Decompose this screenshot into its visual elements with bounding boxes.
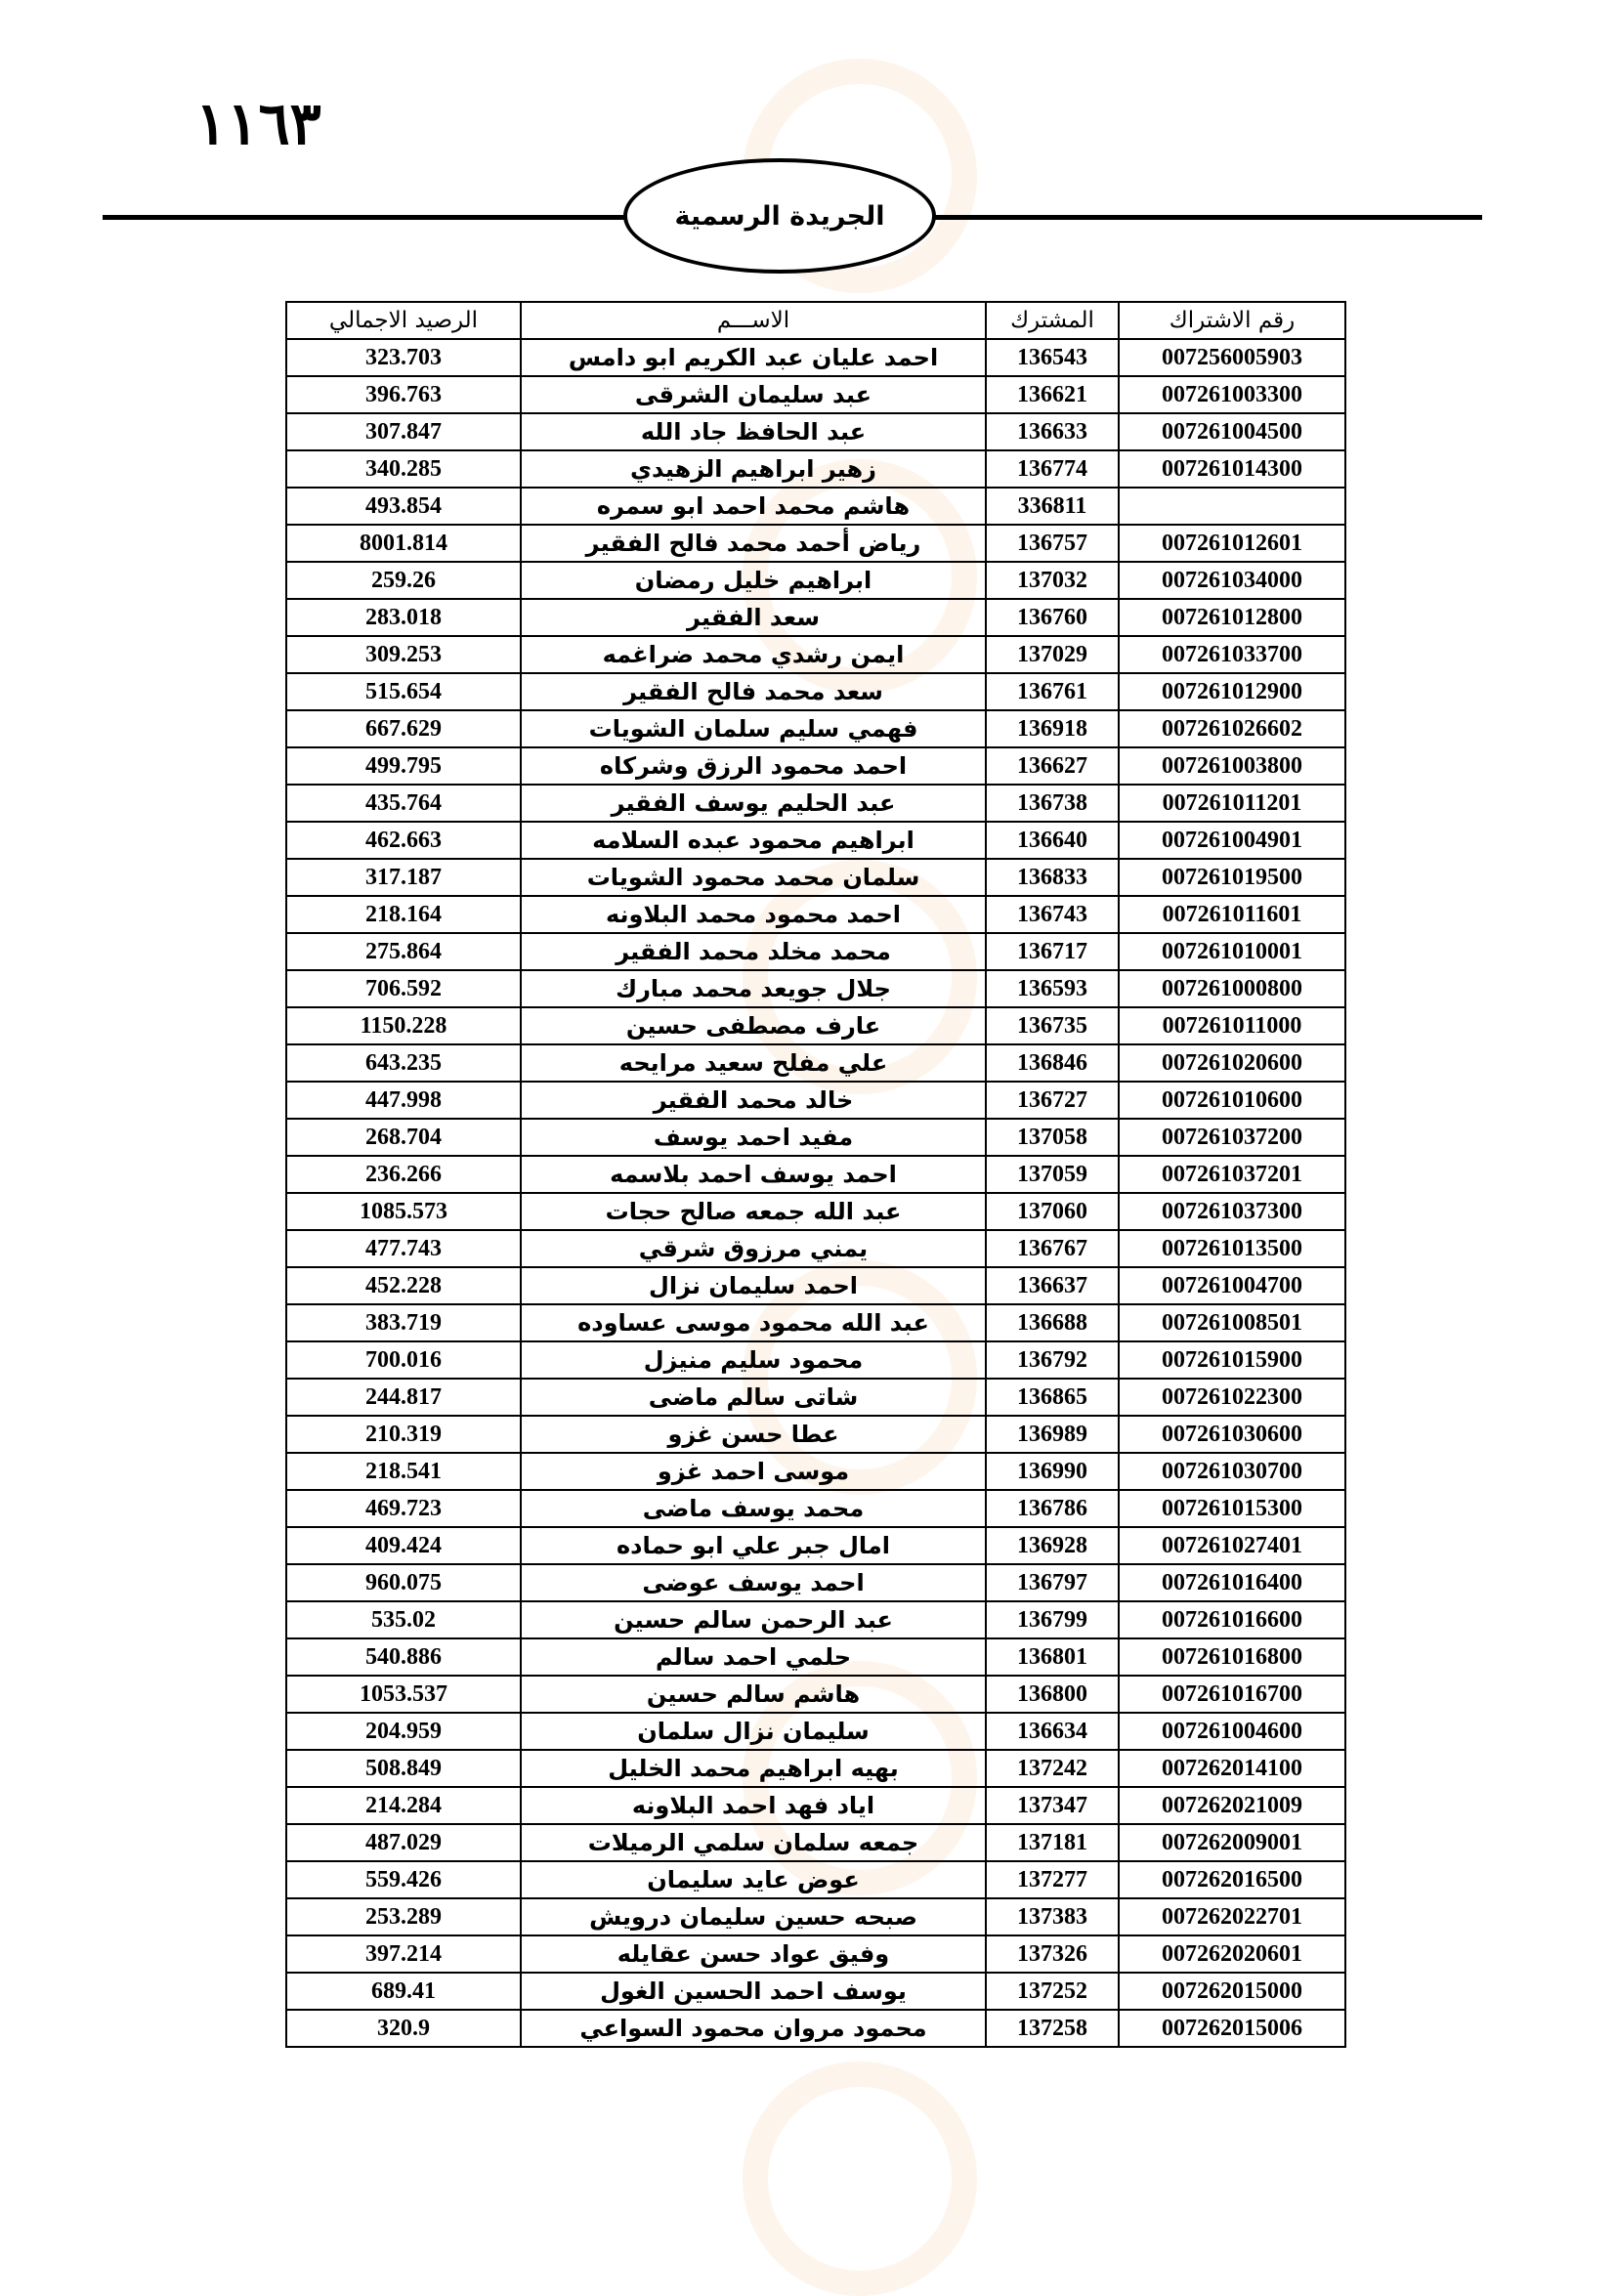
- cell-name: بهيه ابراهيم محمد الخليل: [521, 1750, 986, 1787]
- cell-account: [1119, 488, 1345, 525]
- cell-name: هاشم محمد احمد ابو سمره: [521, 488, 986, 525]
- table-row: [286, 1935, 1345, 1973]
- table-row: [286, 1750, 1345, 1787]
- cell-account: 007261011000: [1119, 1007, 1345, 1044]
- table-row: [286, 1898, 1345, 1935]
- cell-balance: 667.629: [286, 710, 521, 747]
- cell-balance: 218.541: [286, 1453, 521, 1490]
- header-title: الجريدة الرسمية: [674, 200, 885, 232]
- cell-balance: 397.214: [286, 1935, 521, 1973]
- cell-name: محمود سليم منيزل: [521, 1341, 986, 1379]
- cell-subscriber: 136717: [986, 933, 1119, 970]
- cell-balance: 493.854: [286, 488, 521, 525]
- cell-name: عوض عايد سليمان: [521, 1861, 986, 1898]
- cell-subscriber: 136634: [986, 1713, 1119, 1750]
- cell-balance: 447.998: [286, 1082, 521, 1119]
- cell-account: 007261022300: [1119, 1379, 1345, 1416]
- cell-name: عبد الحليم يوسف الفقير: [521, 785, 986, 822]
- table-row: [286, 933, 1345, 970]
- cell-account: 007261016600: [1119, 1601, 1345, 1638]
- cell-name: اياد فهد احمد البلاونه: [521, 1787, 986, 1824]
- cell-account: 007261012800: [1119, 599, 1345, 636]
- cell-balance: 218.164: [286, 896, 521, 933]
- cell-name: عبد الرحمن سالم حسين: [521, 1601, 986, 1638]
- cell-subscriber: 137058: [986, 1119, 1119, 1156]
- cell-name: عبد سليمان الشرقى: [521, 376, 986, 413]
- table-row: [286, 1379, 1345, 1416]
- cell-balance: 396.763: [286, 376, 521, 413]
- cell-balance: 259.26: [286, 562, 521, 599]
- cell-account: 007262014100: [1119, 1750, 1345, 1787]
- cell-account: 007261004700: [1119, 1267, 1345, 1304]
- cell-name: يمني مرزوق شرقي: [521, 1230, 986, 1267]
- cell-name: احمد عليان عبد الكريم ابو دامس: [521, 339, 986, 376]
- cell-subscriber: 137277: [986, 1861, 1119, 1898]
- cell-account: 007261010001: [1119, 933, 1345, 970]
- cell-subscriber: 137032: [986, 562, 1119, 599]
- table-row: [286, 339, 1345, 376]
- cell-name: فهمي سليم سلمان الشويات: [521, 710, 986, 747]
- cell-account: 007261011601: [1119, 896, 1345, 933]
- cell-account: 007261012900: [1119, 673, 1345, 710]
- table-row: [286, 710, 1345, 747]
- cell-balance: 689.41: [286, 1973, 521, 2010]
- cell-balance: 275.864: [286, 933, 521, 970]
- cell-account: 007261026602: [1119, 710, 1345, 747]
- cell-name: ابراهيم خليل رمضان: [521, 562, 986, 599]
- table-row: [286, 1304, 1345, 1341]
- cell-account: 007262015006: [1119, 2010, 1345, 2047]
- cell-name: سلمان محمد محمود الشويات: [521, 859, 986, 896]
- table-body: [286, 339, 1345, 2047]
- column-header-name: الاســـم: [521, 302, 986, 339]
- cell-account: 007262016500: [1119, 1861, 1345, 1898]
- cell-account: 007261000800: [1119, 970, 1345, 1007]
- cell-account: 007261033700: [1119, 636, 1345, 673]
- cell-account: 007261013500: [1119, 1230, 1345, 1267]
- cell-subscriber: 136760: [986, 599, 1119, 636]
- cell-balance: 383.719: [286, 1304, 521, 1341]
- cell-balance: 535.02: [286, 1601, 521, 1638]
- table-row: [286, 1230, 1345, 1267]
- cell-name: سعد الفقير: [521, 599, 986, 636]
- column-header-subscriber: المشترك: [986, 302, 1119, 339]
- cell-account: 007261037201: [1119, 1156, 1345, 1193]
- cell-name: محمود مروان محمود السواعي: [521, 2010, 986, 2047]
- cell-subscriber: 137181: [986, 1824, 1119, 1861]
- cell-balance: 210.319: [286, 1416, 521, 1453]
- table-row: [286, 673, 1345, 710]
- cell-balance: 317.187: [286, 859, 521, 896]
- cell-account: 007261016400: [1119, 1564, 1345, 1601]
- table-row: [286, 413, 1345, 450]
- table-row: [286, 785, 1345, 822]
- table-row: [286, 1119, 1345, 1156]
- cell-subscriber: 137060: [986, 1193, 1119, 1230]
- cell-subscriber: 136727: [986, 1082, 1119, 1119]
- table-row: [286, 1082, 1345, 1119]
- cell-subscriber: 137252: [986, 1973, 1119, 2010]
- cell-account: 007261003300: [1119, 376, 1345, 413]
- table-row: [286, 1861, 1345, 1898]
- cell-balance: 307.847: [286, 413, 521, 450]
- cell-name: عارف مصطفى حسين: [521, 1007, 986, 1044]
- cell-balance: 477.743: [286, 1230, 521, 1267]
- cell-balance: 469.723: [286, 1490, 521, 1527]
- cell-subscriber: 136738: [986, 785, 1119, 822]
- column-header-balance: الرصيد الاجمالي: [286, 302, 521, 339]
- table-row: [286, 450, 1345, 488]
- table-row: [286, 1564, 1345, 1601]
- table-row: [286, 1824, 1345, 1861]
- cell-account: 007261004500: [1119, 413, 1345, 450]
- cell-subscriber: 136928: [986, 1527, 1119, 1564]
- table-row: [286, 896, 1345, 933]
- table-row: [286, 1453, 1345, 1490]
- cell-subscriber: 136774: [986, 450, 1119, 488]
- cell-name: علي مفلح سعيد مرايحه: [521, 1044, 986, 1082]
- table-row: [286, 1676, 1345, 1713]
- cell-account: 007262022701: [1119, 1898, 1345, 1935]
- cell-name: سعد محمد فالح الفقير: [521, 673, 986, 710]
- cell-subscriber: 136797: [986, 1564, 1119, 1601]
- table-header-row: [286, 302, 1345, 339]
- cell-subscriber: 136637: [986, 1267, 1119, 1304]
- cell-subscriber: 137242: [986, 1750, 1119, 1787]
- table-row: [286, 1341, 1345, 1379]
- cell-name: رياض أحمد محمد فالح الفقير: [521, 525, 986, 562]
- cell-subscriber: 336811: [986, 488, 1119, 525]
- cell-balance: 1053.537: [286, 1676, 521, 1713]
- table-row: [286, 562, 1345, 599]
- cell-name: احمد يوسف احمد بلاسمه: [521, 1156, 986, 1193]
- cell-name: سليمان نزال سلمان: [521, 1713, 986, 1750]
- cell-name: محمد مخلد محمد الفقير: [521, 933, 986, 970]
- cell-subscriber: 136743: [986, 896, 1119, 933]
- cell-account: 007261015300: [1119, 1490, 1345, 1527]
- cell-account: 007261008501: [1119, 1304, 1345, 1341]
- cell-subscriber: 136801: [986, 1638, 1119, 1676]
- cell-balance: 214.284: [286, 1787, 521, 1824]
- cell-balance: 515.654: [286, 673, 521, 710]
- cell-subscriber: 136833: [986, 859, 1119, 896]
- table-row: [286, 1416, 1345, 1453]
- cell-subscriber: 136735: [986, 1007, 1119, 1044]
- cell-balance: 452.228: [286, 1267, 521, 1304]
- cell-subscriber: 136865: [986, 1379, 1119, 1416]
- cell-account: 007262009001: [1119, 1824, 1345, 1861]
- cell-name: صبحه حسين سليمان درويش: [521, 1898, 986, 1935]
- cell-name: احمد محمود الرزق وشركاه: [521, 747, 986, 785]
- cell-name: موسى احمد غزو: [521, 1453, 986, 1490]
- cell-name: احمد سليمان نزال: [521, 1267, 986, 1304]
- page-number: ١١٦٣: [195, 90, 321, 158]
- cell-balance: 700.016: [286, 1341, 521, 1379]
- cell-balance: 1150.228: [286, 1007, 521, 1044]
- cell-subscriber: 136688: [986, 1304, 1119, 1341]
- table-row: [286, 1601, 1345, 1638]
- table-row: [286, 1007, 1345, 1044]
- cell-subscriber: 137029: [986, 636, 1119, 673]
- cell-subscriber: 136990: [986, 1453, 1119, 1490]
- cell-account: 007261016700: [1119, 1676, 1345, 1713]
- cell-subscriber: 136989: [986, 1416, 1119, 1453]
- cell-balance: 508.849: [286, 1750, 521, 1787]
- cell-subscriber: 136846: [986, 1044, 1119, 1082]
- cell-account: 007261015900: [1119, 1341, 1345, 1379]
- cell-name: شاتى سالم ماضى: [521, 1379, 986, 1416]
- table-row: [286, 525, 1345, 562]
- cell-balance: 499.795: [286, 747, 521, 785]
- cell-balance: 244.817: [286, 1379, 521, 1416]
- cell-subscriber: 136761: [986, 673, 1119, 710]
- cell-account: 007261014300: [1119, 450, 1345, 488]
- table-row: [286, 636, 1345, 673]
- cell-name: خالد محمد الفقير: [521, 1082, 986, 1119]
- cell-balance: 340.285: [286, 450, 521, 488]
- cell-balance: 283.018: [286, 599, 521, 636]
- cell-name: يوسف احمد الحسين الغول: [521, 1973, 986, 2010]
- cell-account: 007262020601: [1119, 1935, 1345, 1973]
- table-row: [286, 1787, 1345, 1824]
- table-row: [286, 822, 1345, 859]
- table-row: [286, 2010, 1345, 2047]
- table-row: [286, 1490, 1345, 1527]
- cell-balance: 323.703: [286, 339, 521, 376]
- table-row: [286, 599, 1345, 636]
- cell-subscriber: 136640: [986, 822, 1119, 859]
- cell-name: ابراهيم محمود عبده السلامه: [521, 822, 986, 859]
- cell-balance: 435.764: [286, 785, 521, 822]
- cell-account: 007262021009: [1119, 1787, 1345, 1824]
- cell-name: عبد الحافظ جاد الله: [521, 413, 986, 450]
- cell-balance: 320.9: [286, 2010, 521, 2047]
- cell-subscriber: 136627: [986, 747, 1119, 785]
- cell-account: 007261010600: [1119, 1082, 1345, 1119]
- cell-balance: 1085.573: [286, 1193, 521, 1230]
- cell-subscriber: 136792: [986, 1341, 1119, 1379]
- cell-balance: 487.029: [286, 1824, 521, 1861]
- table-row: [286, 970, 1345, 1007]
- cell-subscriber: 136543: [986, 339, 1119, 376]
- cell-subscriber: 136757: [986, 525, 1119, 562]
- cell-account: 007261016800: [1119, 1638, 1345, 1676]
- cell-account: 007261030700: [1119, 1453, 1345, 1490]
- cell-name: عبد الله جمعه صالح حجات: [521, 1193, 986, 1230]
- table-row: [286, 1044, 1345, 1082]
- cell-name: عطا حسن غزو: [521, 1416, 986, 1453]
- cell-account: 007261037300: [1119, 1193, 1345, 1230]
- cell-subscriber: 137326: [986, 1935, 1119, 1973]
- cell-name: محمد يوسف ماضى: [521, 1490, 986, 1527]
- table-row: [286, 747, 1345, 785]
- table-row: [286, 1156, 1345, 1193]
- table-row: [286, 859, 1345, 896]
- cell-balance: 8001.814: [286, 525, 521, 562]
- table-row: [286, 488, 1345, 525]
- cell-subscriber: 136918: [986, 710, 1119, 747]
- cell-subscriber: 136800: [986, 1676, 1119, 1713]
- cell-name: زهير ابراهيم الزهيدي: [521, 450, 986, 488]
- table-row: [286, 1713, 1345, 1750]
- cell-balance: 236.266: [286, 1156, 521, 1193]
- header-oval: [623, 158, 936, 274]
- cell-subscriber: 136633: [986, 413, 1119, 450]
- cell-account: 007261037200: [1119, 1119, 1345, 1156]
- table-row: [286, 1527, 1345, 1564]
- cell-subscriber: 137258: [986, 2010, 1119, 2047]
- cell-balance: 960.075: [286, 1564, 521, 1601]
- cell-account: 007261004901: [1119, 822, 1345, 859]
- cell-balance: 309.253: [286, 636, 521, 673]
- watermark-clock-logo: [743, 2062, 977, 2296]
- table-row: [286, 1638, 1345, 1676]
- cell-subscriber: 137347: [986, 1787, 1119, 1824]
- cell-name: احمد يوسف عوضى: [521, 1564, 986, 1601]
- cell-name: امال جبر علي ابو حماده: [521, 1527, 986, 1564]
- cell-balance: 559.426: [286, 1861, 521, 1898]
- cell-account: 007261003800: [1119, 747, 1345, 785]
- cell-account: 007261019500: [1119, 859, 1345, 896]
- cell-account: 007261012601: [1119, 525, 1345, 562]
- cell-subscriber: 136786: [986, 1490, 1119, 1527]
- cell-name: جمعه سلمان سلمي الرميلات: [521, 1824, 986, 1861]
- cell-balance: 409.424: [286, 1527, 521, 1564]
- cell-account: 007262015000: [1119, 1973, 1345, 2010]
- cell-subscriber: 137059: [986, 1156, 1119, 1193]
- cell-account: 007261011201: [1119, 785, 1345, 822]
- table-row: [286, 1193, 1345, 1230]
- cell-balance: 253.289: [286, 1898, 521, 1935]
- column-header-account: رقم الاشتراك: [1119, 302, 1345, 339]
- cell-name: مفيد احمد يوسف: [521, 1119, 986, 1156]
- cell-account: 007261020600: [1119, 1044, 1345, 1082]
- subscriber-balance-table: [285, 301, 1346, 2048]
- table-row: [286, 1973, 1345, 2010]
- cell-name: وفيق عواد حسن عقايله: [521, 1935, 986, 1973]
- cell-account: 007261034000: [1119, 562, 1345, 599]
- table-row: [286, 1267, 1345, 1304]
- cell-name: عبد الله محمود موسى عساوده: [521, 1304, 986, 1341]
- cell-balance: 462.663: [286, 822, 521, 859]
- cell-subscriber: 136799: [986, 1601, 1119, 1638]
- cell-name: جلال جويعد محمد مبارك: [521, 970, 986, 1007]
- cell-subscriber: 136767: [986, 1230, 1119, 1267]
- cell-account: 007261030600: [1119, 1416, 1345, 1453]
- cell-account: 007261004600: [1119, 1713, 1345, 1750]
- cell-name: هاشم سالم حسين: [521, 1676, 986, 1713]
- cell-balance: 204.959: [286, 1713, 521, 1750]
- cell-subscriber: 136593: [986, 970, 1119, 1007]
- table-row: [286, 376, 1345, 413]
- cell-account: 007261027401: [1119, 1527, 1345, 1564]
- cell-balance: 706.592: [286, 970, 521, 1007]
- cell-subscriber: 136621: [986, 376, 1119, 413]
- cell-subscriber: 137383: [986, 1898, 1119, 1935]
- cell-account: 007256005903: [1119, 339, 1345, 376]
- cell-name: احمد محمود محمد البلاونه: [521, 896, 986, 933]
- cell-balance: 643.235: [286, 1044, 521, 1082]
- cell-name: حلمي احمد سالم: [521, 1638, 986, 1676]
- cell-balance: 268.704: [286, 1119, 521, 1156]
- cell-balance: 540.886: [286, 1638, 521, 1676]
- cell-name: ايمن رشدي محمد ضراغمه: [521, 636, 986, 673]
